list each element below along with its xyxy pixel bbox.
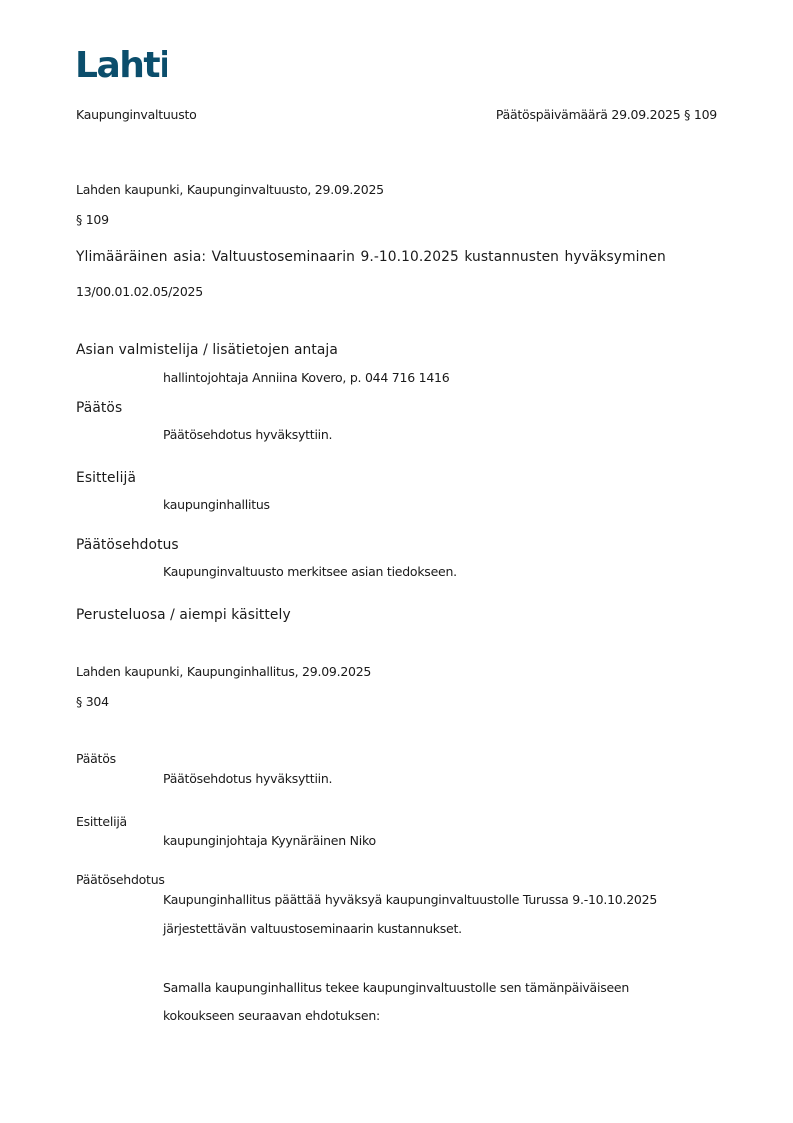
decision-label: Päätös [76, 400, 123, 416]
previous-presenter-label: Esittelijä [76, 814, 127, 829]
lahti-logo [75, 43, 167, 83]
presenter-label: Esittelijä [76, 470, 137, 486]
meeting-section: § 109 [76, 212, 109, 227]
proposal-label: Päätösehdotus [76, 537, 179, 553]
logo-text: Lahti [75, 45, 167, 83]
previous-proposal-line: Samalla kaupunginhallitus tekee kaupunginvaltuustolle sen tämänpäiväiseen [163, 980, 630, 995]
previous-proposal-label: Päätösehdotus [76, 872, 165, 887]
previous-meeting-line: Lahden kaupunki, Kaupunginhallitus, 29.09.2025 [76, 664, 372, 679]
presenter-value: kaupunginhallitus [163, 497, 270, 512]
header-decision-date: Päätöspäivämäärä 29.09.2025 § 109 [495, 107, 717, 122]
record-id: 13/00.01.02.05/2025 [76, 284, 203, 299]
case-title: Ylimääräinen asia: Valtuustoseminaarin 9.-10.10.2025 kustannusten hyväksyminen [76, 249, 666, 265]
previous-proposal-line: kokoukseen seuraavan ehdotuksen: [163, 1008, 380, 1023]
meeting-line: Lahden kaupunki, Kaupunginvaltuusto, 29.09.2025 [76, 182, 384, 197]
previous-section: § 304 [76, 694, 109, 709]
previous-proposal-line: järjestettävän valtuustoseminaarin kustannukset. [163, 921, 462, 936]
previous-proposal-line: Kaupunginhallitus päättää hyväksyä kaupunginvaltuustolle Turussa 9.-10.10.2025 [163, 892, 658, 907]
preparer-label: Asian valmistelija / lisätietojen antaja [76, 342, 338, 358]
decision-value: Päätösehdotus hyväksyttiin. [163, 427, 333, 442]
background-heading: Perusteluosa / aiempi käsittely [76, 607, 291, 623]
previous-decision-label: Päätös [76, 751, 116, 766]
previous-presenter-value: kaupunginjohtaja Kyynäräinen Niko [163, 833, 376, 848]
header-organ: Kaupunginvaltuusto [76, 107, 197, 122]
preparer-value: hallintojohtaja Anniina Kovero, p. 044 716 1416 [163, 370, 450, 385]
previous-decision-value: Päätösehdotus hyväksyttiin. [163, 771, 333, 786]
proposal-value: Kaupunginvaltuusto merkitsee asian tiedokseen. [163, 564, 457, 579]
